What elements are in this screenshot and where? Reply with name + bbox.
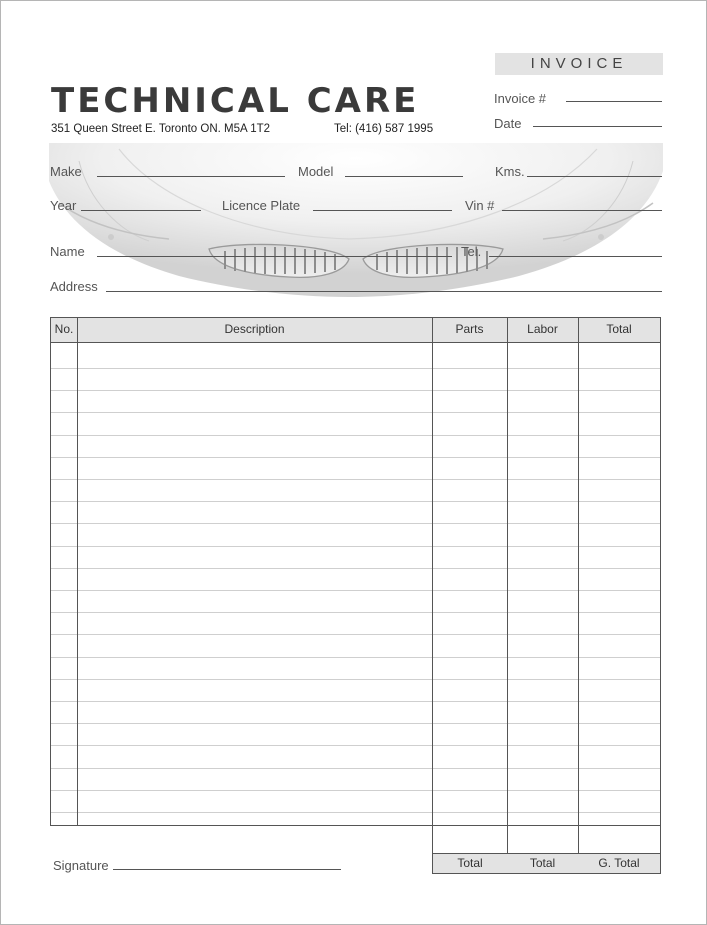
- car-hood-illustration: [49, 141, 663, 303]
- licence-plate-field[interactable]: [313, 210, 452, 211]
- kms-label: Kms.: [495, 164, 525, 179]
- column-divider: [578, 318, 579, 825]
- date-label: Date: [494, 116, 522, 131]
- year-label: Year: [50, 198, 77, 213]
- make-field[interactable]: [97, 176, 285, 177]
- company-phone: Tel: (416) 587 1995: [334, 123, 434, 135]
- licence-plate-label: Licence Plate: [222, 198, 301, 213]
- table-header: [51, 318, 660, 343]
- company-address: 351 Queen Street E. Toronto ON. M5A 1T2: [51, 123, 271, 135]
- tel-field[interactable]: [489, 256, 662, 257]
- table-row[interactable]: [51, 412, 660, 413]
- vin-label: Vin #: [465, 198, 495, 213]
- table-row[interactable]: [51, 390, 660, 391]
- model-label: Model: [298, 164, 334, 179]
- column-divider: [507, 318, 508, 825]
- labor-total-label: Total: [529, 856, 556, 870]
- column-divider: [432, 318, 433, 825]
- table-row[interactable]: [51, 457, 660, 458]
- table-row[interactable]: [51, 368, 660, 369]
- column-header-description: Description: [224, 322, 285, 336]
- line-items-table: [50, 317, 661, 826]
- column-divider: [77, 318, 78, 825]
- date-field[interactable]: [533, 126, 662, 127]
- model-field[interactable]: [345, 176, 463, 177]
- column-header-parts: Parts: [455, 322, 484, 336]
- table-row[interactable]: [51, 479, 660, 480]
- totals-box: [432, 826, 661, 874]
- table-row[interactable]: [51, 657, 660, 658]
- name-field[interactable]: [97, 256, 452, 257]
- table-row[interactable]: [51, 701, 660, 702]
- name-label: Name: [50, 244, 85, 259]
- address-field[interactable]: [106, 291, 662, 292]
- company-logo-text: TECHNICAL CARE: [51, 81, 420, 121]
- table-row[interactable]: [51, 812, 660, 813]
- table-row[interactable]: [51, 679, 660, 680]
- totals-label-bar: [433, 853, 660, 873]
- signature-label: Signature: [53, 858, 109, 873]
- table-row[interactable]: [51, 634, 660, 635]
- invoice-number-field[interactable]: [566, 101, 662, 102]
- column-header-no: No.: [54, 322, 74, 336]
- table-row[interactable]: [51, 501, 660, 502]
- table-row[interactable]: [51, 768, 660, 769]
- table-row[interactable]: [51, 723, 660, 724]
- table-row[interactable]: [51, 745, 660, 746]
- invoice-badge: INVOICE: [495, 53, 663, 75]
- year-field[interactable]: [81, 210, 201, 211]
- column-header-labor: Labor: [527, 322, 558, 336]
- table-row[interactable]: [51, 590, 660, 591]
- tel-label: Tel.: [461, 244, 482, 259]
- table-row[interactable]: [51, 612, 660, 613]
- invoice-number-label: Invoice #: [494, 91, 547, 106]
- signature-field[interactable]: [113, 869, 341, 870]
- make-label: Make: [50, 164, 82, 179]
- vin-field[interactable]: [502, 210, 662, 211]
- table-row[interactable]: [51, 790, 660, 791]
- table-row[interactable]: [51, 435, 660, 436]
- table-row[interactable]: [51, 523, 660, 524]
- table-row[interactable]: [51, 568, 660, 569]
- kms-field[interactable]: [527, 176, 662, 177]
- table-row[interactable]: [51, 546, 660, 547]
- grand-total-label: G. Total: [598, 856, 640, 870]
- address-label: Address: [50, 279, 98, 294]
- parts-total-label: Total: [457, 856, 483, 870]
- column-header-total: Total: [606, 322, 632, 336]
